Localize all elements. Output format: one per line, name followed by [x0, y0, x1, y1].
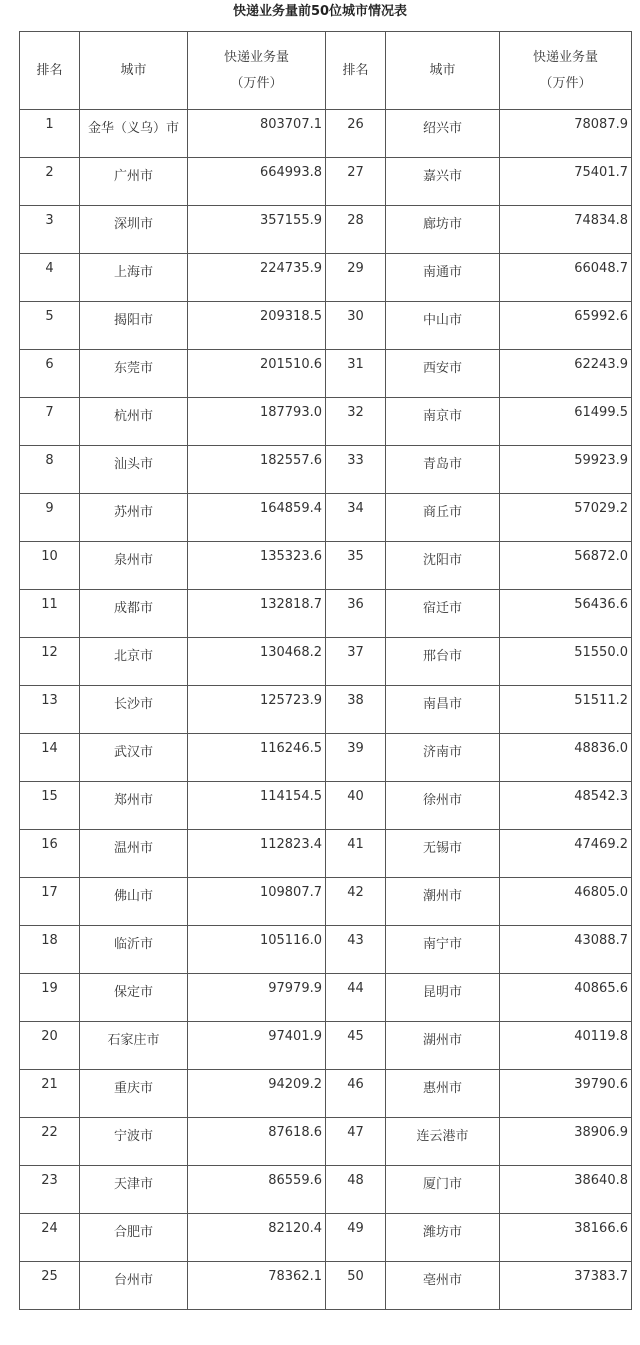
- city-cell: 临沂市: [80, 926, 188, 974]
- volume-cell: 39790.6: [500, 1070, 632, 1118]
- table-row: [20, 590, 632, 638]
- rank-cell: 14: [20, 734, 80, 782]
- volume-cell: 132818.7: [188, 590, 326, 638]
- city-cell: 合肥市: [80, 1214, 188, 1262]
- volume-cell: 65992.6: [500, 302, 632, 350]
- rank-cell: 37: [326, 638, 386, 686]
- volume-cell: 40119.8: [500, 1022, 632, 1070]
- city-cell: 深圳市: [80, 206, 188, 254]
- table-row: [20, 830, 632, 878]
- city-cell: 西安市: [386, 350, 500, 398]
- volume-cell: 66048.7: [500, 254, 632, 302]
- volume-cell: 209318.5: [188, 302, 326, 350]
- city-cell: 保定市: [80, 974, 188, 1022]
- volume-cell: 201510.6: [188, 350, 326, 398]
- table-row: [20, 206, 632, 254]
- rank-cell: 40: [326, 782, 386, 830]
- header-volume: [188, 32, 326, 110]
- table-row: [20, 686, 632, 734]
- volume-cell: 38906.9: [500, 1118, 632, 1166]
- volume-cell: 48542.3: [500, 782, 632, 830]
- table-row: [20, 782, 632, 830]
- volume-cell: 125723.9: [188, 686, 326, 734]
- volume-cell: 61499.5: [500, 398, 632, 446]
- rank-cell: 16: [20, 830, 80, 878]
- rank-cell: 24: [20, 1214, 80, 1262]
- volume-cell: 51550.0: [500, 638, 632, 686]
- header-row: [20, 32, 632, 110]
- city-cell: 连云港市: [386, 1118, 500, 1166]
- volume-cell: 87618.6: [188, 1118, 326, 1166]
- volume-cell: 43088.7: [500, 926, 632, 974]
- header-volume-2-line2: （万件）: [539, 75, 592, 91]
- rank-cell: 39: [326, 734, 386, 782]
- volume-cell: 164859.4: [188, 494, 326, 542]
- volume-cell: 97979.9: [188, 974, 326, 1022]
- header-volume-2: [500, 32, 632, 110]
- rank-cell: 17: [20, 878, 80, 926]
- city-cell: 揭阳市: [80, 302, 188, 350]
- city-cell: 徐州市: [386, 782, 500, 830]
- city-cell: 宿迁市: [386, 590, 500, 638]
- city-cell: 温州市: [80, 830, 188, 878]
- city-cell: 商丘市: [386, 494, 500, 542]
- table-row: [20, 110, 632, 158]
- rank-cell: 50: [326, 1262, 386, 1310]
- rank-cell: 44: [326, 974, 386, 1022]
- table-row: [20, 638, 632, 686]
- rank-cell: 30: [326, 302, 386, 350]
- city-cell: 南通市: [386, 254, 500, 302]
- rank-cell: 20: [20, 1022, 80, 1070]
- city-cell: 宁波市: [80, 1118, 188, 1166]
- volume-cell: 94209.2: [188, 1070, 326, 1118]
- rank-cell: 36: [326, 590, 386, 638]
- city-cell: 潍坊市: [386, 1214, 500, 1262]
- rank-cell: 21: [20, 1070, 80, 1118]
- rank-cell: 6: [20, 350, 80, 398]
- header-city-2: 城市: [386, 32, 500, 110]
- volume-cell: 40865.6: [500, 974, 632, 1022]
- rank-cell: 49: [326, 1214, 386, 1262]
- volume-cell: 46805.0: [500, 878, 632, 926]
- volume-cell: 97401.9: [188, 1022, 326, 1070]
- volume-cell: 112823.4: [188, 830, 326, 878]
- volume-cell: 116246.5: [188, 734, 326, 782]
- city-cell: 泉州市: [80, 542, 188, 590]
- city-cell: 台州市: [80, 1262, 188, 1310]
- rank-cell: 38: [326, 686, 386, 734]
- table-row: [20, 446, 632, 494]
- city-cell: 天津市: [80, 1166, 188, 1214]
- table-title: 快递业务量前50位城市情况表: [232, 4, 408, 19]
- table-row: [20, 542, 632, 590]
- table-row: [20, 1022, 632, 1070]
- city-cell: 石家庄市: [80, 1022, 188, 1070]
- city-cell: 湖州市: [386, 1022, 500, 1070]
- rank-cell: 41: [326, 830, 386, 878]
- table-row: [20, 734, 632, 782]
- table-row: [20, 254, 632, 302]
- volume-cell: 47469.2: [500, 830, 632, 878]
- volume-cell: 62243.9: [500, 350, 632, 398]
- rank-cell: 31: [326, 350, 386, 398]
- rank-cell: 10: [20, 542, 80, 590]
- city-cell: 济南市: [386, 734, 500, 782]
- volume-cell: 78362.1: [188, 1262, 326, 1310]
- header-rank: 排名: [20, 32, 80, 110]
- volume-cell: 664993.8: [188, 158, 326, 206]
- city-cell: 南宁市: [386, 926, 500, 974]
- rank-cell: 45: [326, 1022, 386, 1070]
- table-row: [20, 398, 632, 446]
- table-row: [20, 878, 632, 926]
- volume-cell: 105116.0: [188, 926, 326, 974]
- rank-cell: 29: [326, 254, 386, 302]
- rank-cell: 47: [326, 1118, 386, 1166]
- volume-cell: 37383.7: [500, 1262, 632, 1310]
- header-city: 城市: [80, 32, 188, 110]
- city-cell: 绍兴市: [386, 110, 500, 158]
- rank-cell: 1: [20, 110, 80, 158]
- rank-cell: 32: [326, 398, 386, 446]
- rank-cell: 27: [326, 158, 386, 206]
- city-cell: 惠州市: [386, 1070, 500, 1118]
- rank-cell: 42: [326, 878, 386, 926]
- volume-cell: 38640.8: [500, 1166, 632, 1214]
- city-cell: 上海市: [80, 254, 188, 302]
- rank-cell: 48: [326, 1166, 386, 1214]
- volume-cell: 48836.0: [500, 734, 632, 782]
- city-cell: 潮州市: [386, 878, 500, 926]
- city-volume-table: [19, 31, 632, 1310]
- volume-cell: 75401.7: [500, 158, 632, 206]
- header-rank-2: 排名: [326, 32, 386, 110]
- volume-cell: 74834.8: [500, 206, 632, 254]
- rank-cell: 28: [326, 206, 386, 254]
- city-cell: 嘉兴市: [386, 158, 500, 206]
- rank-cell: 15: [20, 782, 80, 830]
- table-row: [20, 1118, 632, 1166]
- header-volume-line1: 快递业务量: [223, 49, 289, 65]
- volume-cell: 56872.0: [500, 542, 632, 590]
- rank-cell: 2: [20, 158, 80, 206]
- volume-cell: 182557.6: [188, 446, 326, 494]
- table-row: [20, 926, 632, 974]
- rank-cell: 43: [326, 926, 386, 974]
- city-cell: 汕头市: [80, 446, 188, 494]
- table-row: [20, 1262, 632, 1310]
- volume-cell: 114154.5: [188, 782, 326, 830]
- volume-cell: 187793.0: [188, 398, 326, 446]
- header-volume-line2: （万件）: [230, 75, 283, 91]
- header-volume-2-line1: 快递业务量: [532, 49, 598, 65]
- rank-cell: 18: [20, 926, 80, 974]
- volume-cell: 86559.6: [188, 1166, 326, 1214]
- city-cell: 杭州市: [80, 398, 188, 446]
- volume-cell: 56436.6: [500, 590, 632, 638]
- volume-cell: 357155.9: [188, 206, 326, 254]
- table-row: [20, 1166, 632, 1214]
- city-cell: 重庆市: [80, 1070, 188, 1118]
- city-cell: 南京市: [386, 398, 500, 446]
- city-cell: 青岛市: [386, 446, 500, 494]
- rank-cell: 46: [326, 1070, 386, 1118]
- volume-cell: 38166.6: [500, 1214, 632, 1262]
- volume-cell: 109807.7: [188, 878, 326, 926]
- volume-cell: 78087.9: [500, 110, 632, 158]
- rank-cell: 33: [326, 446, 386, 494]
- table-row: [20, 302, 632, 350]
- city-cell: 无锡市: [386, 830, 500, 878]
- city-cell: 佛山市: [80, 878, 188, 926]
- city-cell: 沈阳市: [386, 542, 500, 590]
- volume-cell: 82120.4: [188, 1214, 326, 1262]
- city-cell: 苏州市: [80, 494, 188, 542]
- rank-cell: 26: [326, 110, 386, 158]
- rank-cell: 34: [326, 494, 386, 542]
- city-cell: 郑州市: [80, 782, 188, 830]
- rank-cell: 7: [20, 398, 80, 446]
- rank-cell: 13: [20, 686, 80, 734]
- rank-cell: 22: [20, 1118, 80, 1166]
- table-row: [20, 1070, 632, 1118]
- rank-cell: 3: [20, 206, 80, 254]
- volume-cell: 51511.2: [500, 686, 632, 734]
- volume-cell: 59923.9: [500, 446, 632, 494]
- table-row: [20, 494, 632, 542]
- rank-cell: 5: [20, 302, 80, 350]
- rank-cell: 35: [326, 542, 386, 590]
- table-row: [20, 1214, 632, 1262]
- city-cell: 东莞市: [80, 350, 188, 398]
- city-cell: 邢台市: [386, 638, 500, 686]
- city-cell: 武汉市: [80, 734, 188, 782]
- rank-cell: 8: [20, 446, 80, 494]
- volume-cell: 130468.2: [188, 638, 326, 686]
- table-row: [20, 974, 632, 1022]
- rank-cell: 25: [20, 1262, 80, 1310]
- city-cell: 亳州市: [386, 1262, 500, 1310]
- city-cell: 成都市: [80, 590, 188, 638]
- city-cell: 北京市: [80, 638, 188, 686]
- city-cell: 长沙市: [80, 686, 188, 734]
- city-cell: 广州市: [80, 158, 188, 206]
- rank-cell: 12: [20, 638, 80, 686]
- city-cell: 厦门市: [386, 1166, 500, 1214]
- table-row: [20, 350, 632, 398]
- volume-cell: 57029.2: [500, 494, 632, 542]
- rank-cell: 11: [20, 590, 80, 638]
- city-cell: 金华（义乌）市: [80, 110, 188, 158]
- rank-cell: 9: [20, 494, 80, 542]
- rank-cell: 19: [20, 974, 80, 1022]
- city-cell: 南昌市: [386, 686, 500, 734]
- rank-cell: 4: [20, 254, 80, 302]
- city-cell: 昆明市: [386, 974, 500, 1022]
- city-cell: 廊坊市: [386, 206, 500, 254]
- volume-cell: 803707.1: [188, 110, 326, 158]
- city-cell: 中山市: [386, 302, 500, 350]
- rank-cell: 23: [20, 1166, 80, 1214]
- volume-cell: 135323.6: [188, 542, 326, 590]
- table-row: [20, 158, 632, 206]
- volume-cell: 224735.9: [188, 254, 326, 302]
